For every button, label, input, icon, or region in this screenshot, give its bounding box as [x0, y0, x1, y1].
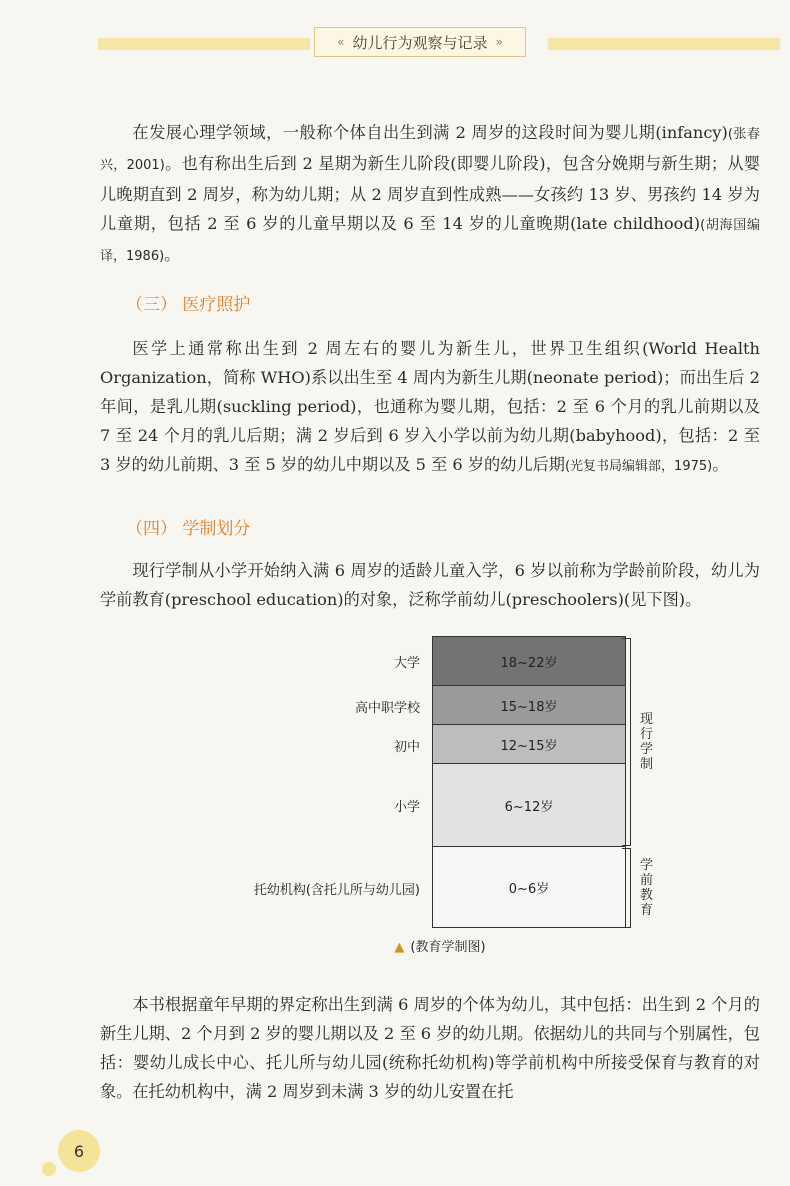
label-current-system: 现行学制 — [640, 712, 654, 772]
tier-label-primary-school: 小学 — [393, 800, 420, 815]
paragraph-medical — [100, 334, 760, 481]
tier-label-preschool: 托幼机构(含托儿所与幼儿园) — [253, 883, 420, 898]
paragraph-text: 。也有称出生后到 2 星期为新生儿阶段(即婴儿阶段)，包含分娩期与新生期；从婴儿晚期直到 2 周岁，称为幼儿期；从 2 周岁直到性成熟——女孩约 13 岁、男孩约 14 岁为儿童期，包括 2 至 6 岁的儿童早期以及 6 至 14 岁的儿童晚期(late childhood) — [100, 154, 761, 233]
tier-preschool — [432, 846, 626, 928]
tier-range: 18~22岁 — [500, 655, 558, 671]
running-header — [314, 27, 526, 57]
tier-primary-school — [432, 763, 626, 847]
school-system-diagram — [220, 636, 660, 956]
diagram-caption — [220, 936, 660, 955]
tier-high-school — [432, 685, 626, 725]
label-preschool-education: 学前教育 — [640, 858, 654, 918]
citation: (光复书局编辑部，1975) — [564, 459, 713, 474]
chevron-right-icon: » — [495, 35, 503, 49]
tier-range: 15~18岁 — [500, 699, 558, 715]
paragraph-developmental-psychology — [100, 118, 760, 271]
caption-text: (教育学制图) — [410, 940, 486, 955]
tier-label-university: 大学 — [393, 656, 420, 671]
tier-middle-school — [432, 724, 626, 764]
tier-range: 0~6岁 — [508, 881, 550, 897]
header-title: 幼儿行为观察与记录 — [352, 33, 488, 52]
tier-range: 6~12岁 — [504, 799, 554, 815]
paragraph-text: 。 — [712, 455, 729, 474]
citation: (胡海国编译，1986) — [100, 218, 760, 264]
paragraph-book-definition: 本书根据童年早期的界定称出生到满 6 周岁的个体为幼儿，其中包括：出生到 2 个月的新生儿期、2 个月到 2 岁的婴儿期以及 2 至 6 岁的幼儿期。依据幼儿的共同与个别属性，包括：婴幼儿成长中心、托儿所与幼儿园(统称托幼机构)等学前机构中所接受保育与教育的对象。在托幼机构中，满 2 周岁到未满 3 岁的幼儿安置在托 — [100, 995, 760, 1101]
bracket-preschool — [622, 848, 631, 928]
paragraph-text: 在发展心理学领域，一般称个体自出生到满 2 周岁的这段时间为婴儿期(infancy) — [132, 123, 728, 142]
header-decor-right — [548, 38, 780, 50]
section-heading-medical: （三） 医疗照护 — [126, 295, 251, 315]
page-number-decor — [42, 1162, 56, 1176]
bracket-current-system — [622, 638, 631, 846]
citation: (张春兴，2001) — [100, 127, 760, 173]
paragraph-school-system: 现行学制从小学开始纳入满 6 周岁的适龄儿童入学，6 岁以前称为学龄前阶段，幼儿为学前教育(preschool education)的对象，泛称学前幼儿(preschoolers)(见下图)。 — [100, 561, 760, 609]
header-decor-left — [98, 38, 310, 50]
section-heading-school-system: （四） 学制划分 — [126, 519, 251, 539]
tier-range: 12~15岁 — [500, 738, 558, 754]
page-number: 6 — [58, 1130, 100, 1172]
triangle-icon: ▲ — [394, 940, 405, 955]
tier-university — [432, 636, 626, 686]
tier-label-middle-school: 初中 — [393, 740, 420, 755]
chevron-left-icon: « — [337, 35, 345, 49]
tier-label-high-school: 高中职学校 — [354, 701, 420, 716]
paragraph-text: 医学上通常称出生到 2 周左右的婴儿为新生儿，世界卫生组织(World Health Organization，简称 WHO)系以出生至 4 周内为新生儿期(neonate period)；而出生后 2 年间，是乳儿期(suckling period)，也通称为婴儿期，包括：2 至 6 个月的乳儿前期以及 7 至 24 个月的乳儿后期；满 2 岁后到 6 岁入小学以前为幼儿期(babyhood)，包括：2 至 3 岁的幼儿前期、3 至 5 岁的幼儿中期以及 5 至 6 岁的幼儿后期 — [100, 339, 760, 474]
paragraph-text: 。 — [164, 245, 181, 264]
